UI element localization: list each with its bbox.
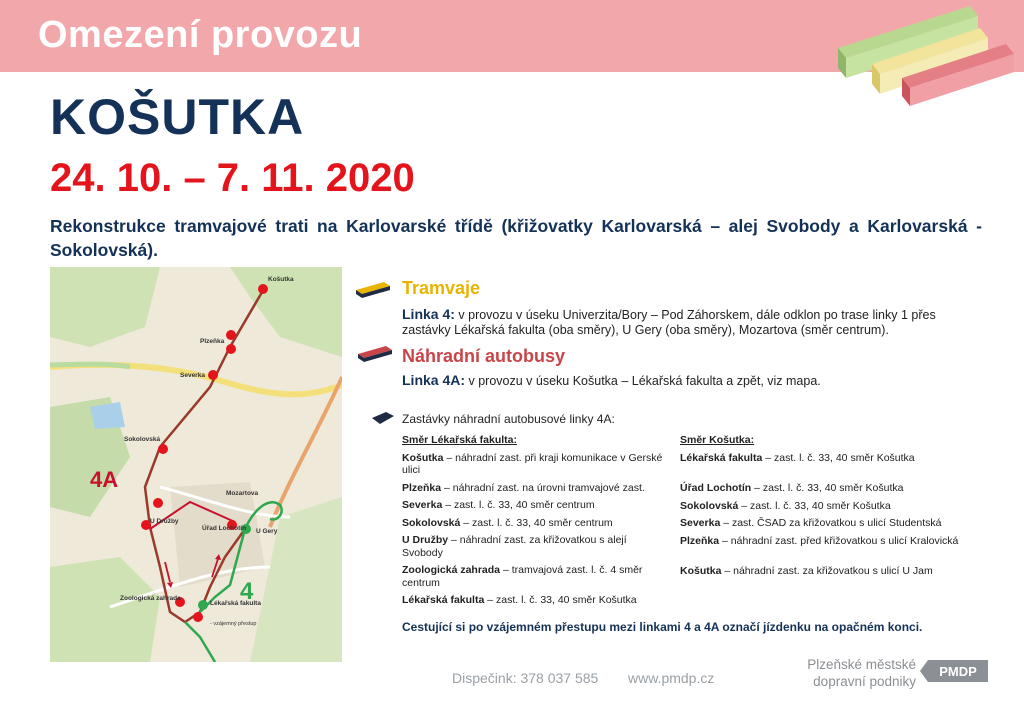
list-item: Plzeňka – náhradní zast. před křižovatkou s ulicí Kralovická (680, 534, 959, 547)
svg-text:PMDP: PMDP (939, 664, 977, 679)
pmdp-logo (920, 660, 988, 682)
stops-heading: Zastávky náhradní autobusové linky 4A: (402, 412, 615, 426)
trams-line-label: Linka 4: (402, 306, 455, 322)
map-label-mozartova: Mozartova (226, 490, 259, 497)
buses-line-text: Linka 4A: v provozu v úseku Košutka – Lékařská fakulta a zpět, viz mapa. (402, 372, 821, 388)
list-item: Košutka – náhradní zast. při kraji komunikace v Gerské ulici (402, 451, 663, 476)
map-label-severka: Severka (180, 372, 205, 379)
list-item: Severka – zast. l. č. 33, 40 směr centrum (402, 499, 595, 511)
map-label-u-gery: U Gery (256, 528, 278, 535)
tram-icon (354, 280, 394, 298)
website-link[interactable]: www.pmdp.cz (628, 670, 715, 686)
vehicles-illustration (830, 6, 1020, 106)
stops-direction-kosutka (680, 434, 980, 583)
list-item: Zoologická zahrada – tramvajová zast. l. č. 4 směr centrum (402, 564, 643, 589)
dispatch-phone: Dispečink: 378 037 585 (452, 670, 599, 686)
bus-stop-arrow-icon (372, 412, 394, 424)
map-label-line-4a: 4A (90, 467, 119, 492)
banner-title: Omezení provozu (38, 14, 363, 56)
map-label-urad: Úřad Lochotín (202, 525, 247, 532)
map-label-line-4: 4 (240, 578, 254, 605)
list-item: Sokolovská – zast. l. č. 33, 40 směr Košutka (680, 499, 891, 512)
trams-line-text: Linka 4: v provozu v úseku Univerzita/Bory – Pod Záhorskem, dále odklon po trase linky 1 přes zastávky Lékařská fakulta (oba směry), U Gery (oba směry), Mozartova (směr centrum). (402, 306, 936, 337)
stops-direction-lekarska (402, 434, 664, 612)
list-item: Plzeňka – náhradní zast. na úrovni tramvajové zast. (402, 481, 645, 494)
list-item: Severka – zast. ČSAD za křižovatkou s ulicí Studentská (680, 517, 942, 529)
list-item: Lékařská fakulta – zast. l. č. 33, 40 směr Košutka (402, 594, 637, 606)
map-label-zoo: Zoologická zahrada (120, 595, 181, 602)
map-label-kosutka: Košutka (268, 276, 294, 283)
buses-line-label: Linka 4A: (402, 372, 466, 388)
list-item: Sokolovská – zast. l. č. 33, 40 směr centrum (402, 516, 613, 529)
map-label-plzenka: Plzeňka (200, 338, 225, 345)
description: Rekonstrukce tramvajové trati na Karlovarské třídě (křižovatky Karlovarská – alej Svobody a Karlovarská - Sokolovská). (50, 216, 982, 260)
list-item: U Družby – náhradní zast. za křižovatkou s alejí Svobody (402, 534, 627, 559)
trams-title: Tramvaje (402, 278, 481, 298)
map-label-lekarska: Lékařská fakulta (210, 600, 261, 607)
map-label-sokolovska: Sokolovská (124, 436, 161, 443)
buses-title: Náhradní autobusy (402, 346, 566, 366)
list-item: Úřad Lochotín – zast. l. č. 33, 40 směr Košutka (680, 482, 904, 494)
map-label-u-druzby: U Družby (150, 518, 179, 525)
transfer-note: Cestující si po vzájemném přestupu mezi linkami 4 a 4A označí jízdenku na opačném konci. (402, 620, 923, 634)
date-range: 24. 10. – 7. 11. 2020 (50, 156, 415, 200)
stop-name: KOŠUTKA (50, 89, 305, 145)
route-map (50, 267, 342, 662)
direction-title: Směr Košutka: (680, 434, 755, 446)
company-name: Plzeňské městské dopravní podniky (807, 657, 916, 689)
list-item: Košutka – náhradní zast. za křižovatkou s ulicí U Jam (680, 565, 933, 577)
direction-title: Směr Lékařská fakulta: (402, 434, 517, 446)
map-label-transfer: - vzájemný přestup (210, 621, 257, 627)
bus-icon (356, 344, 396, 362)
list-item: Lékařská fakulta – zast. l. č. 33, 40 směr Košutka (680, 451, 915, 464)
